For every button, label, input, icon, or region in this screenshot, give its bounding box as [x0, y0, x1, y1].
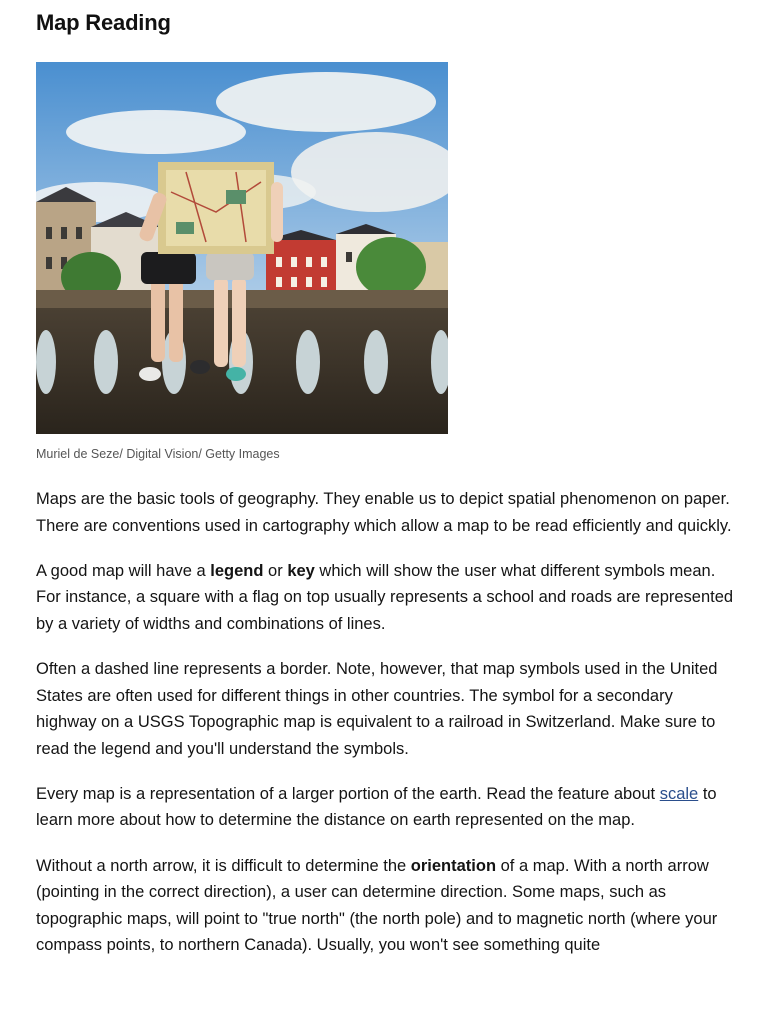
paragraph-4-text-2: to learn more about how to determine the distance on earth represented on the map.	[36, 784, 717, 830]
article-title: Map Reading	[36, 10, 171, 35]
paragraph-4-text-1: Every map is a representation of a larger portion of the earth. Read the feature about	[36, 784, 660, 803]
image-caption: Muriel de Seze/ Digital Vision/ Getty Images	[36, 447, 280, 461]
paragraph-3: Often a dashed line represents a border. Note, however, that map symbols used in the United States are often used for different things in other countries. The symbol for a secondary highway on a USGS Topographic map is equivalent to a railroad in Switzerland. Make sure to read the legend and you'll understand the symbols.	[36, 659, 718, 758]
article-photo	[36, 62, 448, 434]
paragraph-5-text-1: Without a north arrow, it is difficult to determine the	[36, 856, 411, 875]
paragraph-4	[36, 781, 736, 834]
paragraph-2-text-1: A good map will have a	[36, 561, 211, 580]
orientation-term: orientation	[410, 856, 497, 875]
paragraph-2-text-2: or	[263, 561, 288, 580]
scale-link[interactable]: scale	[659, 784, 699, 803]
article-body	[36, 486, 736, 977]
key-term: key	[287, 561, 315, 580]
paragraph-5-text-2: of a map. With a north arrow (pointing in the correct direction), a user can determine direction. Some maps, such as topographic maps, will point to "true north" (the north pole) and to magnetic north (where your compass points, to northern Canada). Usually, you won't see something quite	[36, 856, 718, 955]
paragraph-2-text-3: which will show the user what different symbols mean. For instance, a square with a flag on top usually represents a school and roads are represented by a variety of widths and combinations of lines.	[36, 561, 734, 633]
legend-term: legend	[210, 561, 264, 580]
paragraph-1: Maps are the basic tools of geography. They enable us to depict spatial phenomenon on paper. There are conventions used in cartography which allow a map to be read efficiently and quickly.	[36, 490, 732, 535]
paragraph-5	[36, 853, 736, 959]
paragraph-2	[36, 558, 736, 638]
